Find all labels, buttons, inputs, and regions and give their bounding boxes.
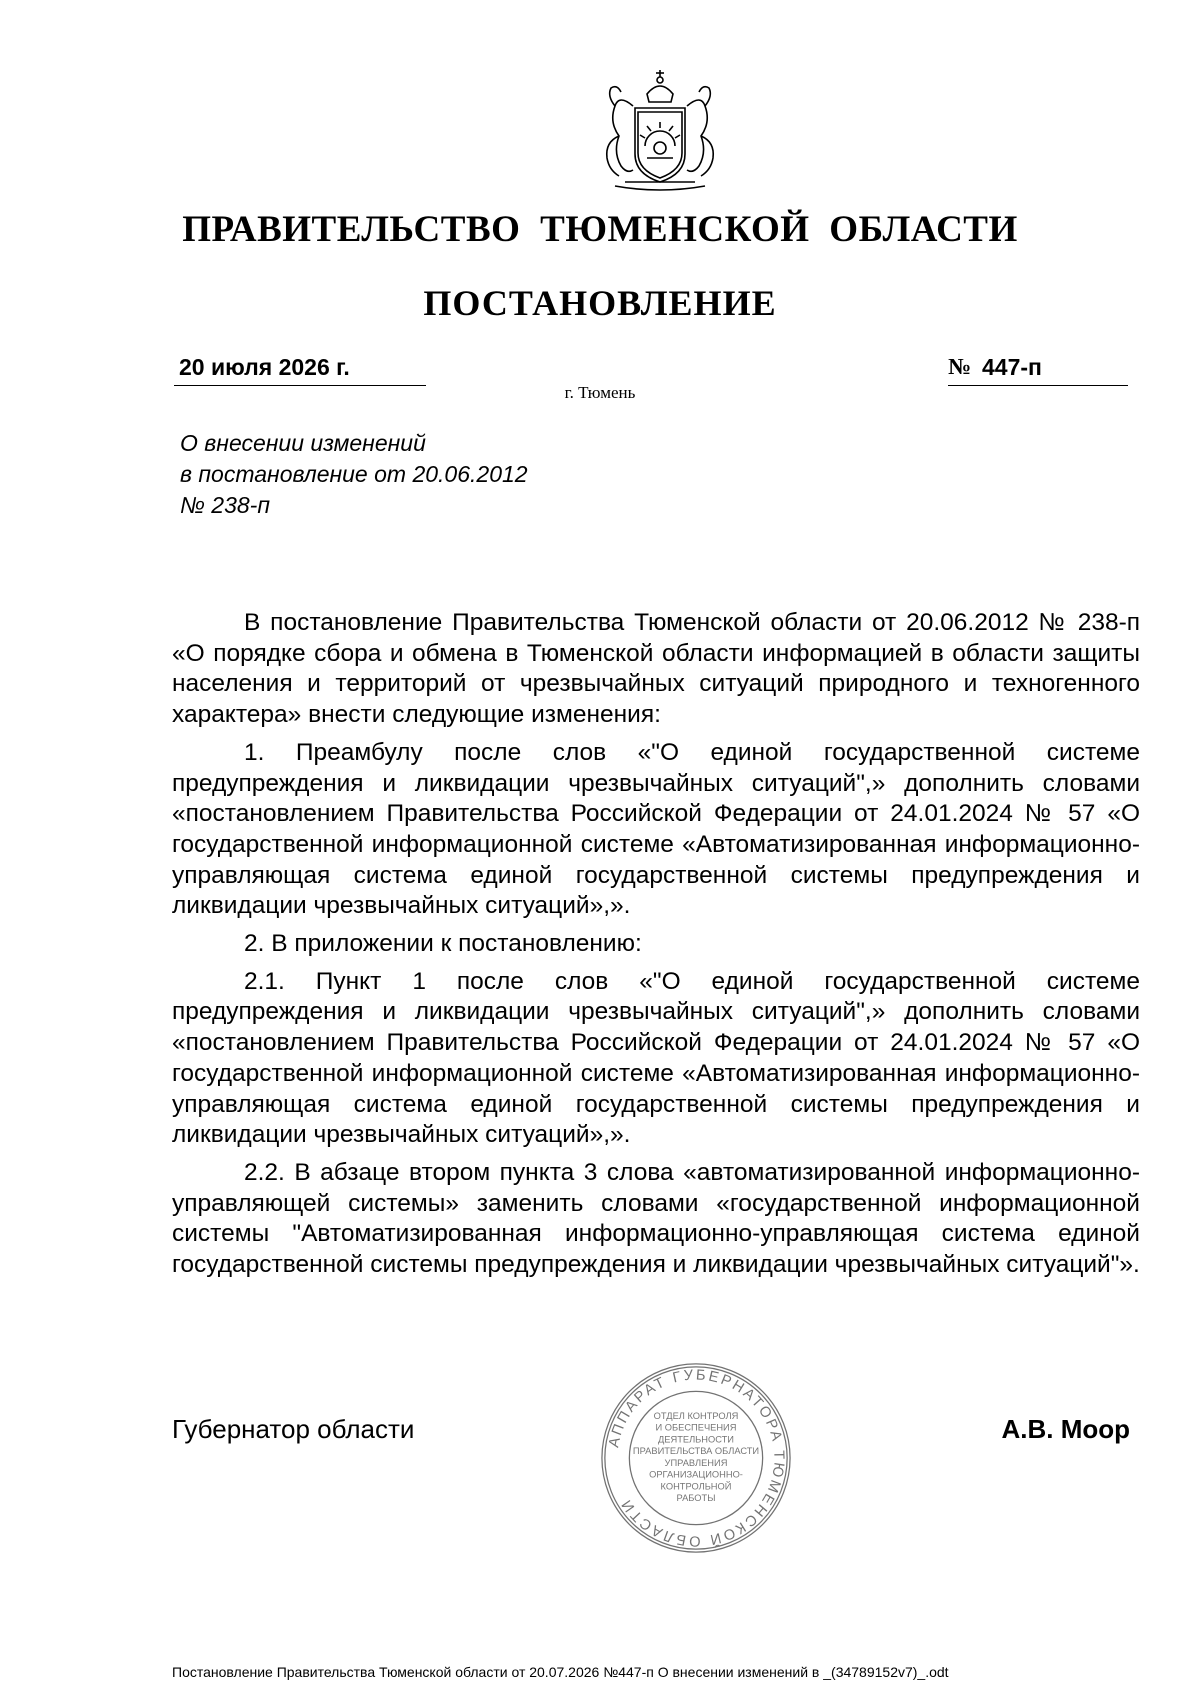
seal-inner-line: ДЕЯТЕЛЬНОСТИ (657, 1434, 735, 1445)
signer-name: А.В. Моор (1001, 1414, 1130, 1444)
city: г. Тюмень (564, 383, 636, 402)
seal-inner-line: РАБОТЫ (676, 1493, 716, 1504)
seal-outer-text: АППАРАТ ГУБЕРНАТОРА ТЮМЕНСКОЙ ОБЛАСТИ (606, 1367, 787, 1549)
seal-inner-line: ПРАВИТЕЛЬСТВА ОБЛАСТИ (632, 1446, 760, 1457)
document-subject (180, 428, 528, 521)
document-date-field (174, 352, 426, 386)
document-body (172, 608, 1140, 1288)
body-paragraph: 2.2. В абзаце втором пункта 3 слова «автоматизированной информационно-управляющей системы» заменить словами «государственной информационной системы "Автоматизированная информационно-управляющая система единой государственной системы предупреждения и ликвидации чрезвычайных ситуаций"». (172, 1158, 1140, 1279)
subject-line: О внесении изменений (180, 430, 426, 456)
body-paragraph: В постановление Правительства Тюменской области от 20.06.2012 № 238-п «О порядке сбора и обмена в Тюменской области информацией в области защиты населения и территорий от чрезвычайных ситуаций природного и техногенного характера» внести следующие изменения: (172, 609, 1140, 729)
document-date: 20 июля 2026 г. (179, 354, 350, 380)
subject-line: № 238-п (180, 492, 270, 518)
document-number: 447-п (982, 354, 1042, 380)
subject-line: в постановление от 20.06.2012 (180, 461, 528, 487)
official-seal-icon (598, 1360, 794, 1556)
number-sign: № (948, 354, 972, 379)
seal-inner-line: КОНТРОЛЬНОЙ (660, 1481, 732, 1492)
document-type: ПОСТАНОВЛЕНИЕ (423, 283, 777, 323)
body-paragraph: 2.1. Пункт 1 после слов «"О единой государственной системе предупреждения и ликвидации чрезвычайных ситуаций",» дополнить словами «постановлением Правительства Российской Федерации от 24.01.2024 № 57 «О государственной информационной системе «Автоматизированная информационно-управляющая система единой государственной системы предупреждения и ликвидации чрезвычайных ситуаций»,». (172, 967, 1140, 1149)
seal-inner-line: И ОБЕСПЕЧЕНИЯ (655, 1422, 737, 1433)
document-number-field (948, 352, 1128, 386)
body-paragraph: 2. В приложении к постановлению: (244, 930, 642, 958)
footer-file-reference: Постановление Правительства Тюменской области от 20.07.2026 №447-п О внесении изменений в _(34789152v7)_.odt (172, 1664, 949, 1680)
signer-position: Губернатор области (172, 1414, 415, 1444)
body-paragraph: 1. Преамбулу после слов «"О единой государственной системе предупреждения и ликвидации чрезвычайных ситуаций",» дополнить словами «постановлением Правительства Российской Федерации от 24.01.2024 № 57 «О государственной информационной системе «Автоматизированная информационно-управляющая система единой государственной системы предупреждения и ликвидации чрезвычайных ситуаций»,». (172, 738, 1140, 920)
seal-inner-line: ОТДЕЛ КОНТРОЛЯ (653, 1410, 739, 1421)
seal-inner-line: УПРАВЛЕНИЯ (664, 1457, 728, 1468)
coat-of-arms-icon (585, 66, 735, 196)
seal-inner-line: ОРГАНИЗАЦИОННО- (649, 1469, 743, 1480)
organization-title: ПРАВИТЕЛЬСТВО ТЮМЕНСКОЙ ОБЛАСТИ (182, 209, 1018, 250)
